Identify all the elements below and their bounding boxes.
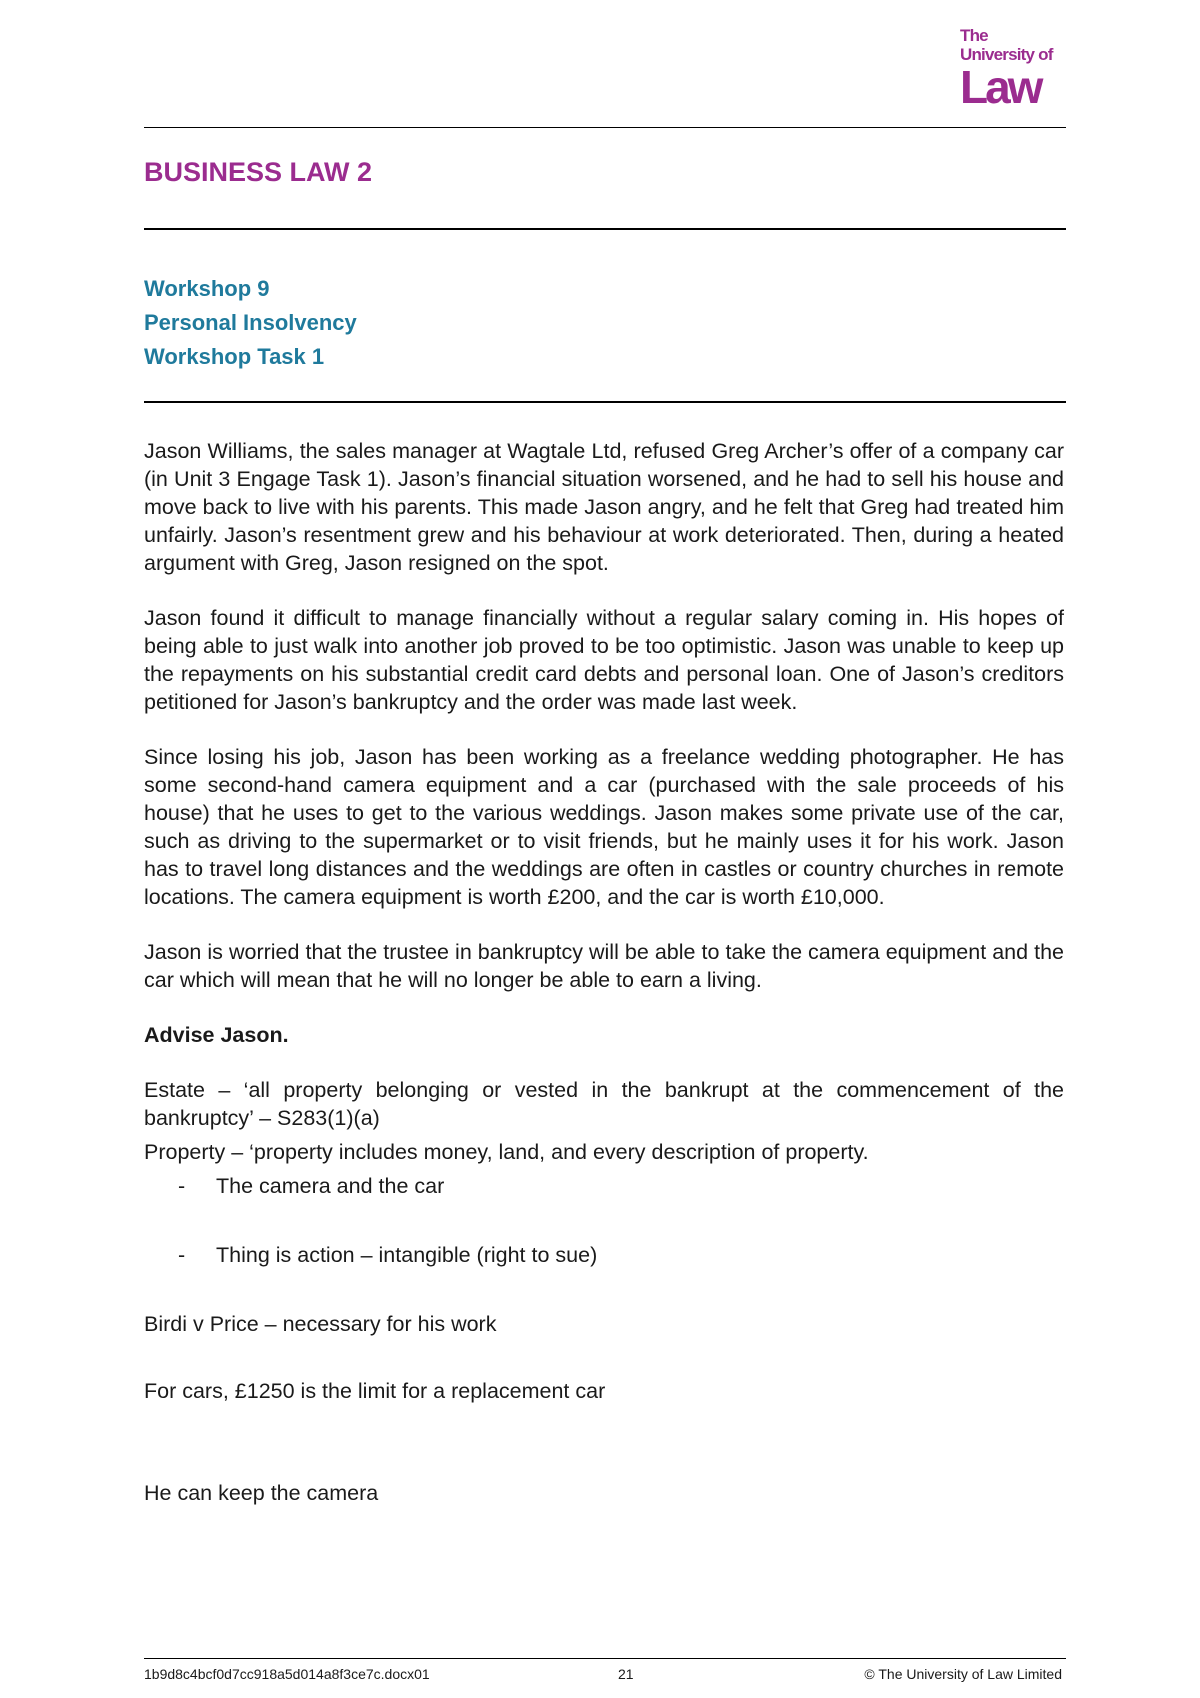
scenario-paragraph-3: Since losing his job, Jason has been working as a freelance wedding photographer. He has some second-hand camera equipment and a car (purchased with the sale proceeds of his house) that he uses to get to the various weddings. Jason makes some private use of the car, such as driving to the supermarket or to visit friends, but he mainly uses it for his work. Jason has to travel long distances and the weddings are often in castles or country churches in remote locations. The camera equipment is worth £200, and the car is worth £10,000.: [144, 745, 1064, 909]
footer-rule: [144, 1658, 1066, 1659]
footer-copyright: © The University of Law Limited: [864, 1666, 1062, 1682]
footer-page-number: 21: [618, 1666, 634, 1682]
task-instruction: Advise Jason.: [144, 1023, 289, 1047]
note-estate: Estate – ‘all property belonging or vested in the bankrupt at the commencement of the bankruptcy’ – S283(1)(a): [144, 1078, 1064, 1130]
page-title: BUSINESS LAW 2: [144, 157, 373, 187]
scenario-paragraph-4: Jason is worried that the trustee in bankruptcy will be able to take the camera equipment and the car which will mean that he will no longer be able to earn a living.: [144, 940, 1064, 992]
scenario-paragraph-2: Jason found it difficult to manage financially without a regular salary coming in. His hopes of being able to just walk into another job proved to be too optimistic. Jason was unable to keep up the repayments on his substantial credit card debts and personal loan. One of Jason’s creditors petitioned for Jason’s bankruptcy and the order was made last week.: [144, 606, 1064, 714]
workshop-topic: Personal Insolvency: [144, 310, 357, 335]
bullet-item: [178, 1172, 1064, 1200]
header-top-rule: [144, 127, 1066, 128]
logo-line-university-of: University of: [960, 45, 1053, 64]
bullet-text: Thing is action – intangible (right to sue): [216, 1243, 598, 1267]
bullet-dash: -: [178, 1174, 186, 1198]
bullet-item: [178, 1241, 1064, 1269]
bullet-dash: -: [178, 1243, 186, 1267]
note-cars: For cars, £1250 is the limit for a replacement car: [144, 1379, 606, 1403]
workshop-headings: [144, 272, 357, 374]
task-content: [144, 437, 1064, 1507]
note-case: Birdi v Price – necessary for his work: [144, 1312, 497, 1336]
workshop-task: Workshop Task 1: [144, 344, 325, 369]
title-bottom-rule: [144, 228, 1066, 230]
scenario-paragraph-1: Jason Williams, the sales manager at Wagtale Ltd, refused Greg Archer’s offer of a company car (in Unit 3 Engage Task 1). Jason’s financial situation worsened, and he had to sell his house and move back to live with his parents. This made Jason angry, and he felt that Greg had treated him unfairly. Jason’s resentment grew and his behaviour at work deteriorated. Then, during a heated argument with Greg, Jason resigned on the spot.: [144, 439, 1064, 575]
workshop-number: Workshop 9: [144, 276, 270, 301]
university-of-law-logo: [960, 26, 1060, 113]
note-property: Property – ‘property includes money, land, and every description of property.: [144, 1140, 869, 1164]
bullet-text: The camera and the car: [216, 1174, 445, 1198]
logo-line-law: Law: [960, 61, 1041, 113]
headings-bottom-rule: [144, 401, 1066, 403]
footer-document-id: 1b9d8c4bcf0d7cc918a5d014a8f3ce7c.docx01: [144, 1666, 430, 1682]
page-footer: [144, 1666, 1066, 1686]
note-conclusion: He can keep the camera: [144, 1481, 379, 1505]
logo-line-the: The: [960, 26, 988, 45]
